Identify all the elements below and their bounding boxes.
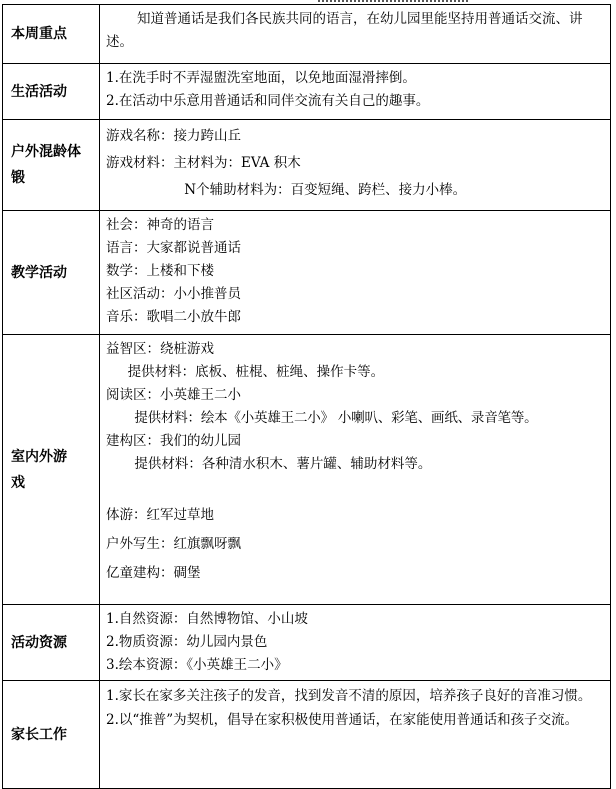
- row-life: [3, 64, 611, 120]
- list-item: 提供材料：底板、桩棍、桩绳、操作卡等。: [127, 364, 385, 380]
- row-resources: [3, 605, 611, 681]
- row-outdoor: [3, 120, 611, 211]
- list-item: 语言：大家都说普通话: [106, 240, 241, 256]
- row-content: [100, 605, 611, 681]
- list-item: 1.自然资源：自然博物馆、小山坡: [106, 611, 308, 627]
- row-content: [100, 120, 611, 211]
- row-label: 家长工作: [3, 681, 100, 789]
- focus-text: 知道普通话是我们各民族共同的语言，在幼儿园里能坚持用普通话交流、讲述。: [106, 11, 583, 50]
- list-item: 提供材料：各种清水积木、薯片罐、辅助材料等。: [134, 456, 432, 472]
- list-item: 游戏名称：接力跨山丘: [106, 128, 241, 144]
- list-item: 阅读区：小英雄王二小: [106, 387, 241, 403]
- list-item: 2.物质资源：幼儿园内景色: [106, 634, 268, 650]
- list-item: 户外写生：红旗飘呀飘: [106, 536, 241, 552]
- list-item: 2.以“推普”为契机，倡导在家积极使用普通话，在家能使用普通话和孩子交流。: [106, 712, 579, 728]
- list-item: 1.家长在家多关注孩子的发音，找到发音不清的原因，培养孩子良好的音准习惯。: [106, 688, 592, 704]
- row-label: 活动资源: [3, 605, 100, 681]
- list-item: 音乐：歌唱二小放牛郎: [106, 309, 241, 325]
- row-label: 室内外游戏: [3, 335, 100, 605]
- row-label: 教学活动: [3, 211, 100, 335]
- row-label: 户外混龄体锻: [3, 120, 100, 211]
- list-item: 益智区：绕桩游戏: [106, 341, 214, 357]
- row-label: 生活活动: [3, 64, 100, 120]
- row-label: 本周重点: [3, 5, 100, 64]
- weekly-plan-table: [2, 4, 611, 789]
- list-item: 1.在洗手时不弄湿盥洗室地面，以免地面湿滑摔倒。: [106, 70, 416, 86]
- list-item: N个辅助材料为：百变短绳、跨栏、接力小棒。: [184, 182, 467, 198]
- row-content: [100, 681, 611, 789]
- list-item: 3.绘本资源：《小英雄王二小》: [106, 657, 288, 673]
- list-item: 游戏材料：主材料为：EVA 积木: [106, 155, 301, 171]
- row-content: [100, 335, 611, 605]
- row-teaching: [3, 211, 611, 335]
- list-item: 社会：神奇的语言: [106, 217, 214, 233]
- list-item: 建构区：我们的幼儿园: [106, 433, 241, 449]
- list-item: 提供材料：绘本《小英雄王二小》 小喇叭、彩笔、画纸、录音笔等。: [134, 410, 538, 426]
- list-item: 2.在活动中乐意用普通话和同伴交流有关自己的趣事。: [106, 93, 430, 109]
- list-item: 体游：红军过草地: [106, 507, 214, 523]
- row-parents: [3, 681, 611, 789]
- row-content: [100, 5, 611, 64]
- row-content: [100, 64, 611, 120]
- list-item: 社区活动：小小推普员: [106, 286, 241, 302]
- list-item: 数学：上楼和下楼: [106, 263, 214, 279]
- row-games: [3, 335, 611, 605]
- row-focus: [3, 5, 611, 64]
- row-content: [100, 211, 611, 335]
- list-item: 亿童建构：碉堡: [106, 565, 201, 581]
